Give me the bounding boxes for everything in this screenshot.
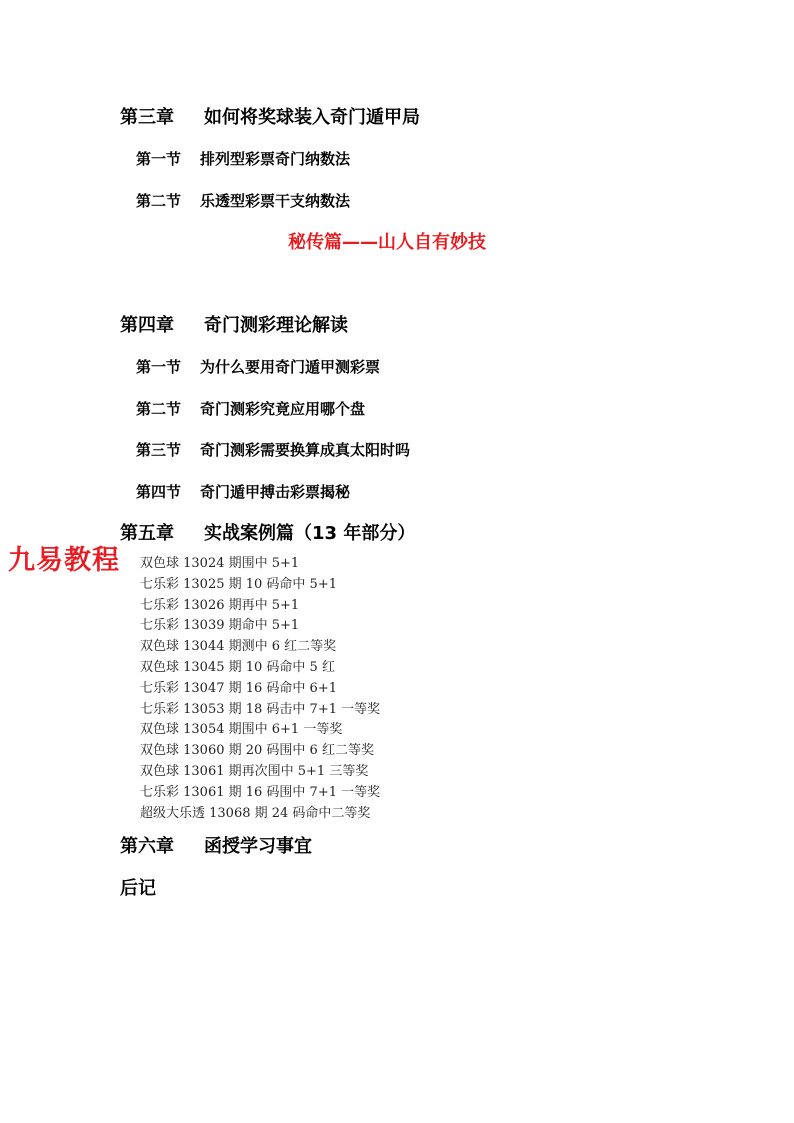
chapter-title: 函授学习事宜 [204,836,312,857]
watermark-logo: 九易教程 [8,545,120,576]
chapter-number: 第六章 [120,836,174,857]
section-title: 奇门测彩究竟应用哪个盘 [200,400,366,418]
chapter-4-section-4 [136,482,350,502]
list-item: 七乐彩 13047 期 16 码命中 6+1 [140,680,337,696]
chapter-3-section-1 [136,149,350,169]
section-title: 奇门测彩需要换算成真太阳时吗 [200,441,411,459]
chapter-3-heading [120,107,420,129]
chapter-5-heading [120,523,415,545]
list-item: 超级大乐透 13068 期 24 码命中二等奖 [140,805,371,821]
list-item: 双色球 13061 期再次围中 5+1 三等奖 [140,763,369,779]
list-item: 双色球 13044 期测中 6 红二等奖 [140,639,337,655]
section-title: 乐透型彩票干支纳数法 [200,192,351,210]
list-item: 双色球 13045 期 10 码命中 5 红 [140,659,335,675]
section-number: 第二节 [136,192,182,210]
chapter-3-section-2 [136,191,350,211]
chapter-title: 如何将奖球装入奇门遁甲局 [204,107,420,128]
chapter-4-section-3 [136,440,410,460]
list-item: 双色球 13024 期围中 5+1 [140,556,300,571]
list-item: 双色球 13054 期围中 6+1 一等奖 [140,722,343,738]
section-number: 第四节 [136,483,182,501]
list-item: 七乐彩 13026 期再中 5+1 [140,597,300,613]
section-title: 排列型彩票奇门纳数法 [200,150,351,168]
list-item: 七乐彩 13039 期命中 5+1 [140,618,300,634]
list-item: 七乐彩 13053 期 18 码击中 7+1 一等奖 [140,701,381,717]
chapter-title: 实战案例篇（13 年部分） [204,523,416,544]
section-title: 奇门遁甲搏击彩票揭秘 [200,483,351,501]
chapter-number: 第四章 [120,315,174,336]
section-number: 第三节 [136,441,182,459]
section-number: 第二节 [136,400,182,418]
afterword-heading: 后记 [120,878,156,899]
section-title: 为什么要用奇门遁甲测彩票 [200,358,381,376]
chapter-4-section-2 [136,399,365,419]
chapter-number: 第三章 [120,107,174,128]
list-item: 七乐彩 13061 期 16 码围中 7+1 一等奖 [140,784,381,800]
chapter-4-heading [120,315,348,337]
section-number: 第一节 [136,358,182,376]
case-list [140,554,380,824]
chapter-6-heading [120,836,312,858]
chapter-4-section-1 [136,357,380,377]
secret-chapter-title: 秘传篇——山人自有妙技 [288,232,486,253]
list-item: 七乐彩 13025 期 10 码命中 5+1 [140,576,337,592]
section-number: 第一节 [136,150,182,168]
chapter-title: 奇门测彩理论解读 [204,315,348,336]
chapter-number: 第五章 [120,523,174,544]
list-item: 双色球 13060 期 20 码围中 6 红二等奖 [140,743,374,759]
